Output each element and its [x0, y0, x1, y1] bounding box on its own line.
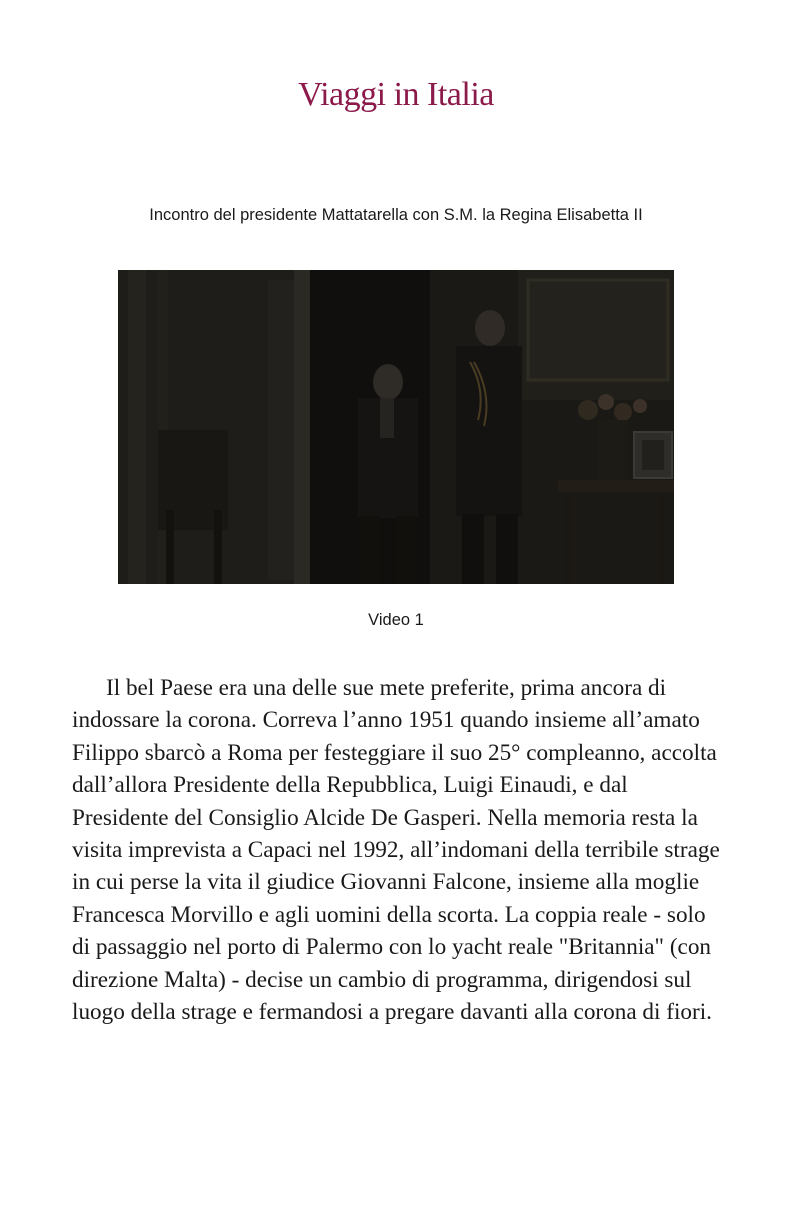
video-player[interactable] — [118, 270, 674, 584]
article-paragraph: Il bel Paese era una delle sue mete preferite, prima ancora di indossare la corona. Correva l’anno 1951 quando insieme all’amato Filippo sbarcò a Roma per festeggiare il suo 25° compleanno, accolta dall’allora Presidente della Repubblica, Luigi Einaudi, e dal Presidente del Consiglio Alcide De Gasperi. Nella memoria resta la visita imprevista a Capaci nel 1992, all’indomani della terribile strage in cui perse la vita il giudice Giovanni Falcone, insieme alla moglie Francesca Morvillo e agli uomini della scorta. La coppia reale - solo di passaggio nel porto di Palermo con lo yacht reale "Britannia" (con direzione Malta) - decise un cambio di programma, dirigendosi sul luogo della strage e fermandosi a pregare davanti alla corona di fiori. — [72, 675, 720, 1026]
page-title: Viaggi in Italia — [298, 76, 494, 113]
video-still-frame — [118, 270, 674, 584]
video-label: Video 1 — [368, 611, 424, 629]
video-caption: Incontro del presidente Mattatarella con S.M. la Regina Elisabetta II — [149, 206, 643, 224]
